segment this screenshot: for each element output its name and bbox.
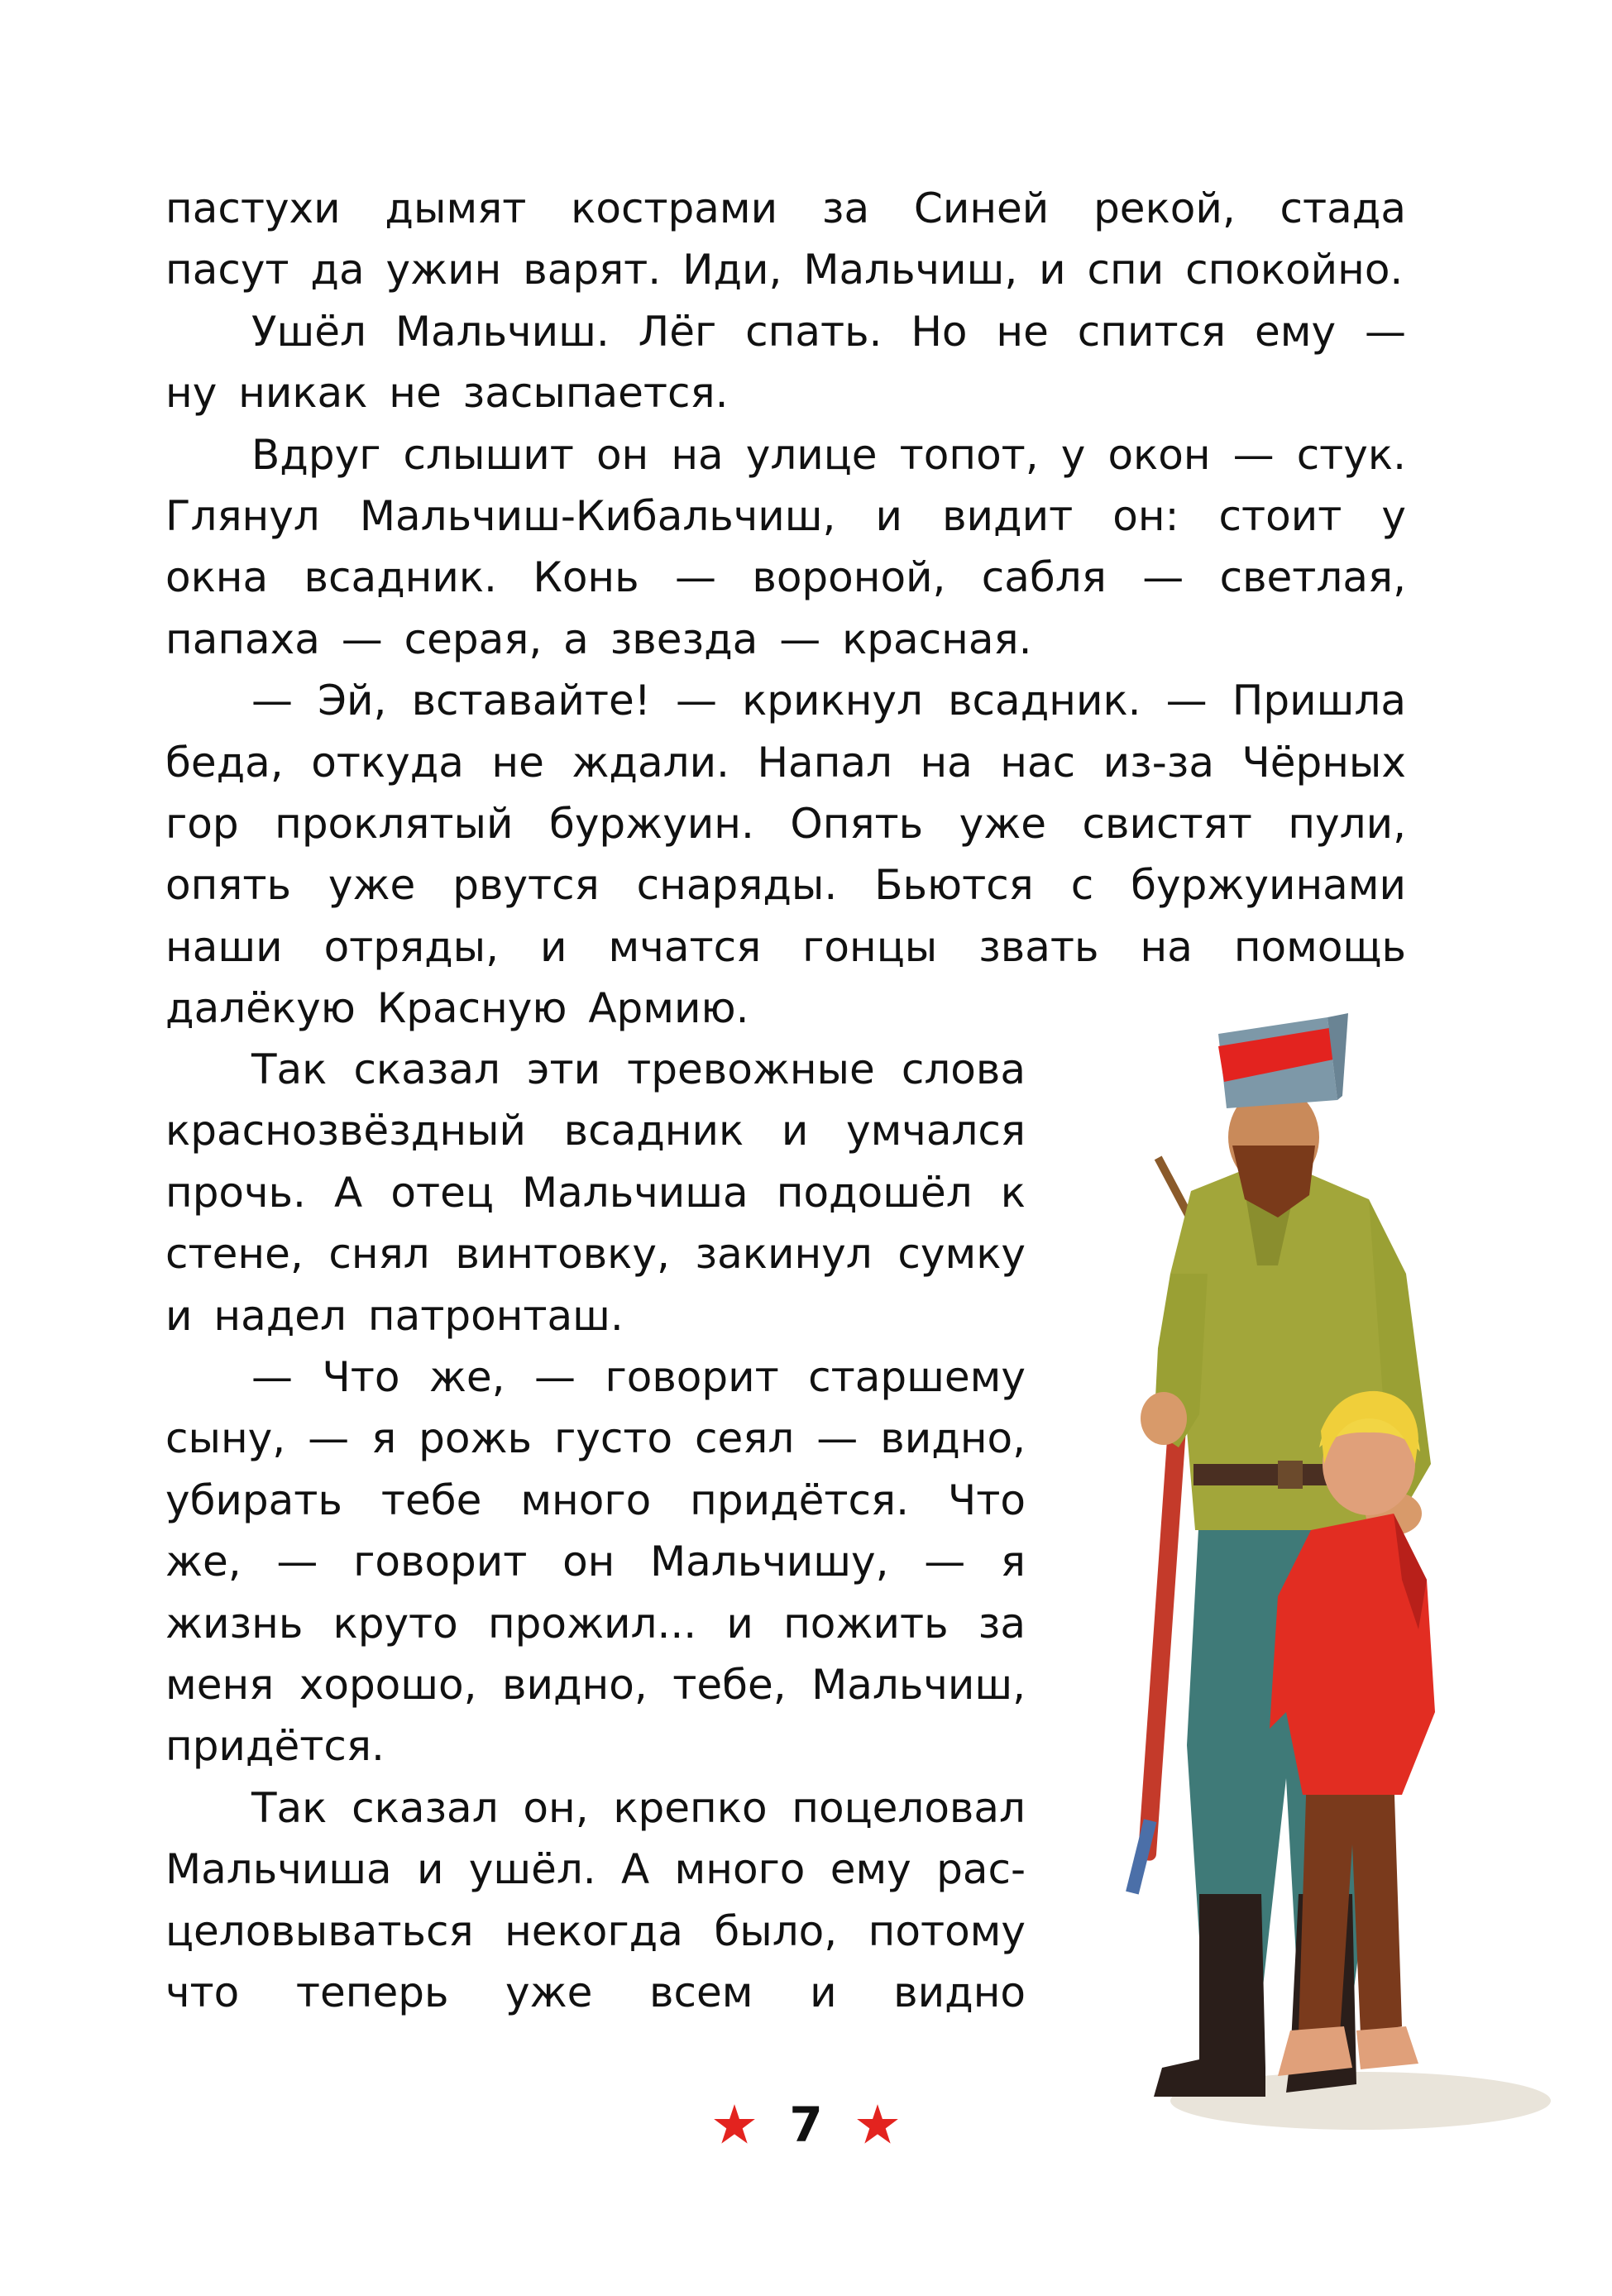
paragraph: Так сказал он, крепко поцеловал Мальчиша и ушёл. А много ему расцеловываться некогда было, потому что теперь уже всем и видно (165, 1783, 1026, 2017)
star-icon (712, 2102, 757, 2147)
paragraph: Вдруг слышит он на улице топот, у окон — стук. Глянул Мальчиш-Кибальчиш, и видит он: стоит у окна всадник. Конь — вороной, сабля — светлая, папаха — серая, а звезда — красная. (165, 430, 1406, 663)
paragraph: пастухи дымят кострами за Синей рекой, стада пасут да ужин варят. Иди, Мальчиш, и спи спокойно. (165, 184, 1406, 294)
page-number: 7 (789, 2097, 823, 2153)
illustration-father-and-son (1121, 1001, 1551, 2142)
star-shape (857, 2104, 898, 2144)
paragraph: — Эй, вставайте! — крикнул всадник. — Пришла беда, откуда не ждали. Напал на нас из-за Чёрных гор проклятый буржуин. Опять уже свистят пули, опять уже рвутся снаряды. Бьются с буржуинами наши отряды, и мчатся гонцы звать на помощь далёкую Красную Армию. (165, 677, 1406, 1033)
star-shape (714, 2104, 755, 2144)
paragraph: Так сказал эти тревожные слова краснозвёздный всадник и умчался прочь. А отец Мальчиша подошёл к стене, снял винтовку, закинул сумку и надел патронташ. (165, 1045, 1026, 1340)
text-block-top (165, 178, 1406, 1040)
paragraph: — Что же, — говорит старшему сыну, — я рожь густо сеял — видно, убирать тебе много придётся. Что же, — говорит он Мальчишу, — я жизнь круто прожил... и пожить за меня хорошо, видно, тебе, Мальчиш, придётся. (165, 1353, 1026, 1771)
page-footer (0, 2097, 1612, 2163)
paragraph: Ушёл Мальчиш. Лёг спать. Но не спится ему — ну никак не засыпается. (165, 307, 1406, 418)
star-icon (855, 2102, 900, 2147)
text-block-side (165, 1039, 1026, 2024)
